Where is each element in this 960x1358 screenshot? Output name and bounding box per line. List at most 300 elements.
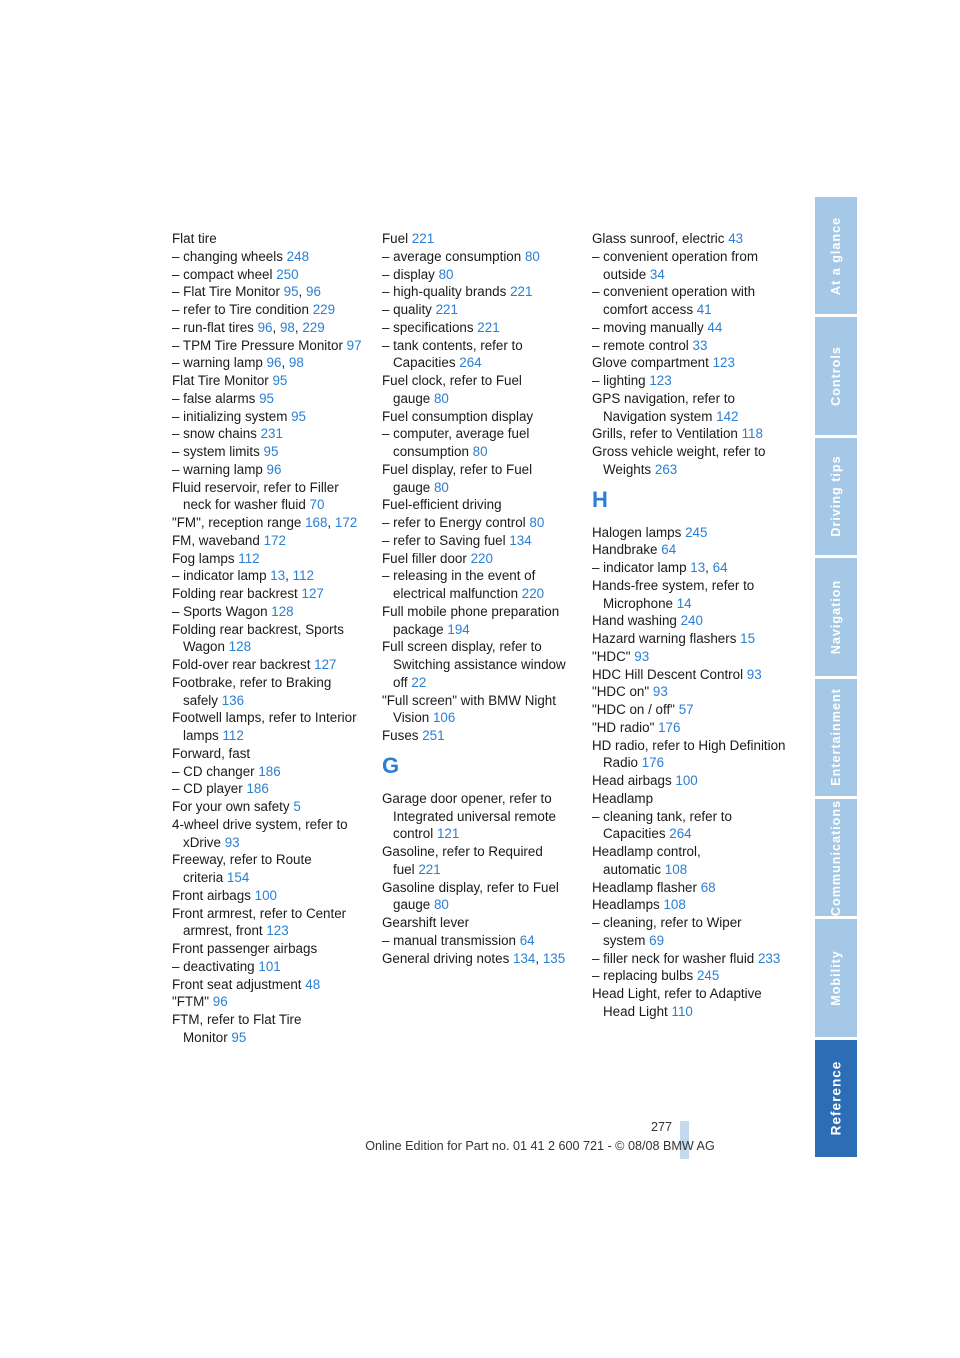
page-link[interactable]: 22: [411, 674, 427, 690]
index-entry: [172, 532, 368, 550]
index-letter-heading: G: [382, 752, 400, 778]
page-link[interactable]: 13: [270, 568, 286, 584]
page-link[interactable]: 251: [422, 728, 445, 743]
page-link[interactable]: 64: [519, 932, 535, 948]
index-entry: [382, 425, 578, 461]
index-entry-text: – snow chains: [172, 426, 257, 442]
index-entry: [172, 301, 368, 319]
index-entry: [172, 763, 368, 781]
page-link[interactable]: 221: [411, 231, 435, 246]
index-entry-text: Folding rear backrest: [172, 586, 298, 601]
index-entry: – Flat Tire Monitor 95, 96: [172, 284, 321, 300]
index-entry: [172, 993, 368, 1011]
page-link[interactable]: 80: [433, 479, 449, 495]
page-link[interactable]: 108: [664, 861, 688, 877]
index-entry: [382, 248, 578, 266]
index-entry: [382, 514, 578, 532]
chapter-sidebar: [815, 197, 857, 1160]
page-link[interactable]: 221: [477, 319, 500, 335]
page-link[interactable]: 101: [258, 958, 281, 974]
index-entry-text: HDC Hill Descent Control: [592, 666, 744, 682]
index-entry-text: Gearshift lever: [382, 915, 470, 930]
sidebar-tab-controls[interactable]: [815, 317, 857, 434]
page-link[interactable]: 135: [542, 950, 566, 966]
page-link[interactable]: 98: [288, 355, 304, 371]
index-entry: [172, 390, 368, 408]
page-link[interactable]: 95: [272, 373, 288, 388]
index-entry-text: Front armrest, refer to Center armrest, front: [172, 905, 347, 939]
index-entry: [592, 701, 788, 719]
index-entry-text: – initializing system: [172, 408, 288, 424]
index-entry: [172, 337, 368, 355]
sidebar-tab-label: Entertainment: [829, 688, 843, 787]
page-link[interactable]: 245: [685, 524, 708, 540]
page-link[interactable]: 43: [728, 231, 744, 246]
page-link[interactable]: 64: [712, 560, 728, 575]
index-entry: [382, 283, 578, 301]
index-entry-text: "HD radio": [592, 719, 655, 735]
page-link[interactable]: 64: [661, 542, 677, 558]
page-link[interactable]: 96: [266, 355, 282, 371]
index-entry-text: – Sports Wagon: [172, 603, 268, 619]
index-entry-text: Fluid reservoir, refer to Filler neck for washer fluid: [172, 479, 339, 513]
index-entry: [592, 283, 788, 319]
page-link[interactable]: 229: [302, 319, 325, 335]
index-entry-text: – quality: [382, 302, 432, 317]
index-entry: [382, 337, 578, 373]
page-link[interactable]: 95: [291, 408, 306, 424]
page-link[interactable]: 221: [510, 284, 533, 300]
index-column-2: [382, 230, 578, 967]
sidebar-tab-label: Controls: [829, 346, 843, 406]
index-entry: [172, 408, 368, 426]
index-entry: [592, 577, 788, 613]
index-entry: [592, 248, 788, 284]
sidebar-tab-label: Mobility: [829, 950, 843, 1006]
index-entry: [592, 790, 788, 808]
footer-edition: Online Edition for Part no. 01 41 2 600 721 - © 08/08 BMW AG: [365, 1139, 715, 1153]
index-letter-heading: H: [592, 486, 608, 512]
page-link[interactable]: 57: [678, 702, 694, 717]
page-link[interactable]: 231: [260, 426, 283, 442]
index-entry-text: – computer, average fuel consumption: [382, 426, 530, 459]
page-link[interactable]: 34: [649, 266, 665, 282]
index-entry: [172, 425, 368, 443]
index-entry-text: – warning lamp: [172, 355, 263, 371]
page-link[interactable]: 248: [286, 248, 310, 264]
index-entry: [592, 443, 788, 479]
index-entry: – warning lamp 96, 98: [172, 355, 304, 371]
sidebar-tab-entertainment[interactable]: [815, 679, 857, 796]
page-link[interactable]: 142: [716, 408, 739, 424]
page-link[interactable]: 48: [305, 976, 321, 992]
page-link[interactable]: 233: [757, 950, 781, 966]
index-entry: – indicator lamp 13, 112: [172, 568, 314, 584]
index-entry: [172, 887, 368, 905]
index-entry: [172, 372, 368, 390]
index-entry-text: – cleaning, refer to Wiper system: [592, 915, 742, 948]
index-entry: [592, 950, 788, 968]
index-entry-text: – changing wheels: [172, 248, 283, 264]
sidebar-tab-mobility[interactable]: [815, 919, 857, 1036]
index-entry-text: 4-wheel drive system, refer to xDrive: [172, 816, 348, 850]
index-entry-text: Grills, refer to Ventilation: [592, 426, 738, 442]
page-link[interactable]: 96: [266, 461, 282, 477]
sidebar-tab-communications[interactable]: [815, 799, 857, 916]
index-entry: [592, 630, 788, 648]
index-entry: – run-flat tires 96, 98, 229: [172, 319, 325, 335]
page-link[interactable]: 80: [524, 248, 540, 264]
page-link[interactable]: 96: [212, 994, 228, 1010]
page-link[interactable]: 128: [228, 639, 252, 655]
index-entry-text: Glass sunroof, electric: [592, 231, 725, 246]
page-link[interactable]: 123: [649, 373, 672, 388]
index-entry-text: Head Light, refer to Adaptive Head Light: [592, 986, 762, 1019]
index-entry: [592, 719, 788, 737]
index-entry-text: Halogen lamps: [592, 524, 682, 540]
page-link[interactable]: 110: [671, 1003, 693, 1019]
page-link[interactable]: 118: [741, 426, 763, 442]
index-entry-text: Freeway, refer to Route criteria: [172, 852, 312, 885]
index-entry: [172, 621, 368, 657]
index-entry-text: – cleaning tank, refer to Capacities: [592, 808, 732, 842]
index-entry-text: – CD player: [172, 781, 243, 797]
sidebar-tab-label: At a glance: [829, 216, 843, 295]
page-link[interactable]: 68: [700, 879, 716, 895]
page-link[interactable]: 220: [521, 586, 545, 601]
page-link[interactable]: 106: [432, 710, 456, 726]
index-entry: [592, 808, 788, 844]
index-entry: "FM", reception range 168, 172: [172, 515, 358, 530]
index-entry: [172, 851, 368, 887]
index-entry: [592, 230, 788, 248]
sidebar-tab-label: Reference: [828, 1060, 844, 1136]
index-entry-text: – remote control: [592, 337, 689, 353]
index-entry: [382, 408, 578, 426]
index-entry: [172, 940, 368, 958]
index-entry: [592, 896, 788, 914]
index-entry: [592, 683, 788, 701]
index-entry: [172, 443, 368, 461]
index-entry: [382, 932, 578, 950]
index-entry: [172, 958, 368, 976]
page-link[interactable]: 97: [346, 337, 362, 353]
index-entry: [382, 496, 578, 514]
index-entry-text: – false alarms: [172, 390, 256, 406]
page-link[interactable]: 80: [433, 390, 449, 406]
index-entry: [592, 390, 788, 426]
index-entry-text: Headlamp: [592, 790, 654, 806]
index-entry-text: Headlamp control, automatic: [592, 844, 701, 877]
index-entry: [172, 709, 368, 745]
page-link[interactable]: 186: [258, 763, 281, 779]
page-link[interactable]: 194: [447, 621, 470, 637]
index-entry: [172, 479, 368, 515]
page-link[interactable]: 172: [263, 532, 286, 548]
index-entry: [592, 648, 788, 666]
page-link[interactable]: 264: [459, 355, 482, 371]
page-link[interactable]: 108: [663, 897, 686, 913]
index-entry-text: "Full screen" with BMW Night Vision: [382, 692, 556, 726]
index-entry-text: Footbrake, refer to Braking safely: [172, 674, 332, 708]
page-link[interactable]: 263: [654, 461, 678, 477]
page-link[interactable]: 154: [226, 870, 250, 885]
index-entry-text: – filler neck for washer fluid: [592, 950, 755, 966]
index-entry: [592, 337, 788, 355]
page-link[interactable]: 96: [306, 284, 321, 300]
page-link[interactable]: 80: [472, 444, 488, 459]
page-link[interactable]: 134: [513, 950, 536, 966]
index-entry-text: – refer to Tire condition: [172, 302, 309, 317]
index-entry-text: – average consumption: [382, 248, 522, 264]
page-link[interactable]: 93: [634, 648, 650, 664]
sidebar-tab-label: Communications: [829, 799, 843, 916]
index-entry-text: – high-quality brands: [382, 284, 507, 300]
index-entry-text: Hazard warning flashers: [592, 631, 737, 646]
index-entry: [382, 638, 578, 691]
index-entry: [592, 372, 788, 390]
index-entry-text: – refer to Saving fuel: [382, 532, 506, 548]
index-entry: [382, 461, 578, 497]
page-link[interactable]: 70: [309, 497, 325, 513]
page-link[interactable]: 100: [254, 887, 277, 903]
index-entry-text: – CD changer: [172, 763, 255, 779]
index-entry-text: "FTM": [172, 994, 210, 1010]
page-link[interactable]: 44: [707, 319, 723, 335]
index-entry-text: Headlamps: [592, 897, 660, 913]
index-entry-text: Head airbags: [592, 773, 672, 788]
index-entry-text: Headlamp flasher: [592, 879, 697, 895]
page-link[interactable]: 127: [314, 657, 337, 672]
index-entry-text: – tank contents, refer to Capacities: [382, 337, 523, 371]
index-entry: [382, 567, 578, 603]
index-entry-text: – indicator lamp: [172, 568, 267, 584]
index-entry: [172, 780, 368, 798]
index-entry: General driving notes 134, 135: [382, 950, 566, 966]
index-entry: [382, 532, 578, 550]
index-entry: [592, 425, 788, 443]
page-number: 277: [650, 1120, 672, 1134]
index-entry: [172, 656, 368, 674]
index-entry-text: Fuel-efficient driving: [382, 497, 502, 513]
page-link[interactable]: 250: [276, 266, 299, 282]
index-entry-text: Gasoline display, refer to Fuel gauge: [382, 879, 559, 913]
index-entry: [382, 319, 578, 337]
index-entry-text: Fuel filler door: [382, 550, 467, 566]
index-entry-text: Front seat adjustment: [172, 976, 302, 992]
page-link[interactable]: 127: [301, 586, 324, 601]
index-entry-text: – run-flat tires: [172, 319, 254, 335]
page-link[interactable]: 95: [259, 390, 274, 406]
index-entry-text: – convenient operation with comfort access: [592, 284, 756, 317]
index-entry: [592, 737, 788, 773]
page-link[interactable]: 5: [293, 799, 301, 814]
index-entry: [172, 230, 368, 248]
index-entry-text: "FM", reception range: [172, 515, 302, 530]
index-entry-text: "HDC": [592, 648, 631, 664]
page-link[interactable]: 264: [669, 826, 692, 842]
page-link[interactable]: 221: [435, 302, 458, 317]
index-entry: [172, 461, 368, 479]
page-link[interactable]: 176: [658, 719, 681, 735]
index-entry-text: – display: [382, 266, 435, 282]
page-link[interactable]: 95: [283, 284, 299, 300]
index-entry: [592, 612, 788, 630]
index-entry: [172, 585, 368, 603]
page-link[interactable]: 240: [680, 613, 703, 629]
index-entry: [172, 603, 368, 621]
index-entry: [592, 354, 788, 372]
page-link[interactable]: 100: [675, 773, 698, 788]
index-entry-text: – releasing in the event of electrical malfunction: [382, 568, 536, 601]
index-column-3: [592, 230, 788, 1021]
index-entry: [172, 905, 368, 941]
sidebar-tab-driving-tips[interactable]: [815, 438, 857, 555]
index-entry-text: Flat Tire Monitor: [172, 373, 269, 388]
index-entry-text: Garage door opener, refer to Integrated universal remote control: [382, 790, 557, 842]
page-link[interactable]: 112: [222, 728, 244, 743]
page-link[interactable]: 123: [712, 355, 735, 371]
index-entry: [382, 727, 578, 745]
index-entry-text: – compact wheel: [172, 266, 273, 282]
index-entry-text: – replacing bulbs: [592, 968, 694, 984]
page-link[interactable]: 128: [271, 603, 294, 619]
page-link[interactable]: 13: [690, 560, 706, 575]
page-link[interactable]: 80: [529, 515, 545, 530]
index-entry: [382, 230, 578, 248]
page-link[interactable]: 80: [433, 897, 449, 913]
index-entry: [172, 745, 368, 763]
index-entry-text: Glove compartment: [592, 355, 709, 371]
index-entry: [382, 301, 578, 319]
index-entry-text: Fuel: [382, 231, 409, 246]
index-entry: [382, 550, 578, 568]
index-entry-text: Hand washing: [592, 613, 677, 629]
page-link[interactable]: 121: [436, 826, 460, 842]
index-entry: [382, 843, 578, 879]
index-entry-text: Footwell lamps, refer to Interior lamps: [172, 710, 357, 743]
index-entry: [382, 790, 578, 843]
index-column-1: [172, 230, 368, 1047]
index-entry: [172, 976, 368, 994]
page-link[interactable]: 80: [438, 266, 454, 282]
index-entry-text: "HDC on / off": [592, 702, 675, 717]
page-link[interactable]: 95: [263, 444, 279, 459]
index-entry-text: Forward, fast: [172, 745, 251, 761]
page-link[interactable]: 136: [221, 692, 245, 708]
index-entry-text: HD radio, refer to High Definition Radio: [592, 737, 786, 771]
page-link[interactable]: 245: [696, 968, 720, 984]
index-entry: [592, 666, 788, 684]
index-entry-text: Gasoline, refer to Required fuel: [382, 844, 543, 877]
index-entry-text: Full screen display, refer to Switching assistance window off: [382, 639, 566, 690]
page-link[interactable]: 95: [231, 1029, 247, 1045]
index-entry: [382, 372, 578, 408]
index-entry-text: Handbrake: [592, 542, 658, 558]
page-link[interactable]: 112: [238, 550, 260, 566]
index-entry-text: – warning lamp: [172, 461, 263, 477]
page-link[interactable]: 33: [692, 337, 708, 353]
index-entry-text: Fog lamps: [172, 550, 235, 566]
index-entry: [592, 772, 788, 790]
index-entry: [592, 914, 788, 950]
index-entry-text: Fuses: [382, 728, 419, 743]
index-entry-text: Front passenger airbags: [172, 941, 318, 956]
index-entry: [592, 524, 788, 542]
index-entry-text: Full mobile phone preparation package: [382, 603, 560, 637]
index-entry: [382, 914, 578, 932]
index-entry-text: FM, waveband: [172, 532, 260, 548]
page-link[interactable]: 229: [312, 302, 336, 317]
page-link[interactable]: 112: [292, 568, 314, 584]
index-entry: [172, 550, 368, 568]
page-link[interactable]: 93: [746, 666, 762, 682]
page-link[interactable]: 93: [224, 834, 240, 850]
index-entry: [172, 266, 368, 284]
sidebar-tab-at-a-glance[interactable]: [815, 197, 857, 314]
index-entry-text: – moving manually: [592, 319, 704, 335]
index-entry: [382, 266, 578, 284]
index-entry-text: Front airbags: [172, 887, 251, 903]
sidebar-tab-label: Driving tips: [829, 455, 843, 538]
page-link[interactable]: 172: [334, 515, 358, 530]
index-entry-text: – manual transmission: [382, 932, 516, 948]
index-entry-text: – convenient operation from outside: [592, 248, 758, 282]
index-entry-text: Gross vehicle weight, refer to Weights: [592, 444, 766, 477]
index-entry: [592, 967, 788, 985]
page-link[interactable]: 123: [266, 923, 289, 939]
index-entry-text: Flat tire: [172, 231, 217, 246]
index-entry-text: GPS navigation, refer to Navigation system: [592, 390, 735, 424]
page-link[interactable]: 15: [740, 631, 756, 646]
index-entry: [172, 1011, 368, 1047]
index-entry: [172, 816, 368, 852]
index-entry-text: – Flat Tire Monitor: [172, 284, 280, 300]
page-link[interactable]: 96: [257, 319, 273, 335]
page-link[interactable]: 41: [696, 302, 712, 317]
index-entry: [382, 692, 578, 728]
index-entry-text: – deactivating: [172, 958, 255, 974]
page-link[interactable]: 69: [649, 932, 665, 948]
page-link[interactable]: 220: [470, 550, 493, 566]
index-entry-text: – specifications: [382, 319, 474, 335]
index-entry: [172, 248, 368, 266]
page-link[interactable]: 186: [246, 781, 269, 797]
index-entry: [172, 798, 368, 816]
page-link[interactable]: 93: [652, 684, 668, 700]
index-entry: [592, 541, 788, 559]
index-entry-text: Folding rear backrest, Sports Wagon: [172, 621, 344, 655]
page-link[interactable]: 176: [641, 755, 665, 771]
index-entry-text: – lighting: [592, 373, 646, 388]
index-entry-text: For your own safety: [172, 799, 290, 814]
index-entry-text: – TPM Tire Pressure Monitor: [172, 337, 343, 353]
page-link[interactable]: 168: [305, 515, 328, 530]
page-link[interactable]: 134: [509, 532, 532, 548]
page-link[interactable]: 14: [676, 595, 692, 611]
page-link[interactable]: 98: [279, 319, 295, 335]
index-entry-text: – system limits: [172, 444, 260, 459]
index-entry-text: Fuel clock, refer to Fuel gauge: [382, 373, 522, 406]
index-entry-text: Hands-free system, refer to Microphone: [592, 577, 755, 611]
index-entry-text: Fuel display, refer to Fuel gauge: [382, 461, 533, 495]
index-entry: [592, 879, 788, 897]
index-entry-text: Fuel consumption display: [382, 408, 534, 424]
index-entry: [592, 319, 788, 337]
sidebar-tab-navigation[interactable]: [815, 558, 857, 675]
index-entry: [382, 603, 578, 639]
page-link[interactable]: 221: [418, 861, 441, 877]
